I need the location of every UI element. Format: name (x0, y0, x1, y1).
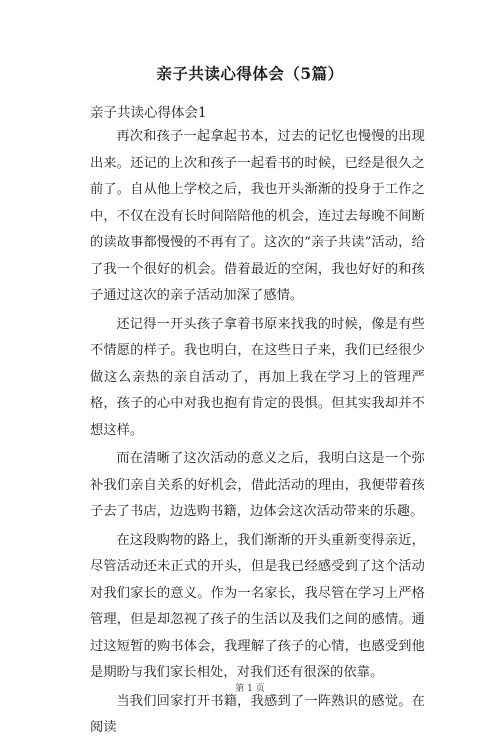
section-heading: 亲子共读心得体会1 (90, 105, 207, 121)
paragraph-4: 在这段购物的路上，我们渐渐的开头重新变得亲近，尽管活动还未正式的开头，但是我已经感受到了这个活动对我们家长的意义。作为一名家长，我尽管在学习上严格管理，但是却忽视了孩子的生活以及我们之间的感情。通过这短暂的购书体会，我理解了孩子的心情，也感受到他是期盼与我们家长相处，对我们还有很深的依靠。 (90, 532, 425, 680)
paragraph-2: 还记得一开头孩子拿着书原来找我的时候，像是有些不情愿的样子。我也明白，在这些日子来，我们已经很少做这么亲热的亲自活动了，再加上我在学习上的管理严格，孩子的心中对我也抱有肯定的畏惧。但其实我却并不想这样。 (90, 316, 425, 438)
document-body (90, 124, 425, 744)
document-title: 亲子共读心得体会（5篇） (156, 64, 344, 83)
paragraph-5: 当我们回家打开书籍，我感到了一阵熟识的感觉。在阅读 (90, 693, 425, 735)
paragraph-3: 而在清晰了这次活动的意义之后，我明白这是一个弥补我们亲自关系的好机会，借此活动的理由，我便带着孩子去了书店，边选购书籍，边体会这次活动带来的乐趣。 (90, 451, 425, 519)
paragraph-1: 再次和孩子一起拿起书本，过去的记忆也慢慢的出现出来。还记的上次和孩子一起看书的时候，已经是很久之前了。自从他上学校之后，我也开头渐渐的投身于工作之中，不仅在没有长时间陪陪他的机会，连过去每晚不间断的读故事都慢慢的不再有了。这次的“亲子共读”活动，给了我一个很好的机会。借着最近的空闲，我也好好的和孩子通过这次的亲子活动加深了感情。 (90, 129, 425, 303)
page-number: 第 1 页 (235, 684, 265, 694)
